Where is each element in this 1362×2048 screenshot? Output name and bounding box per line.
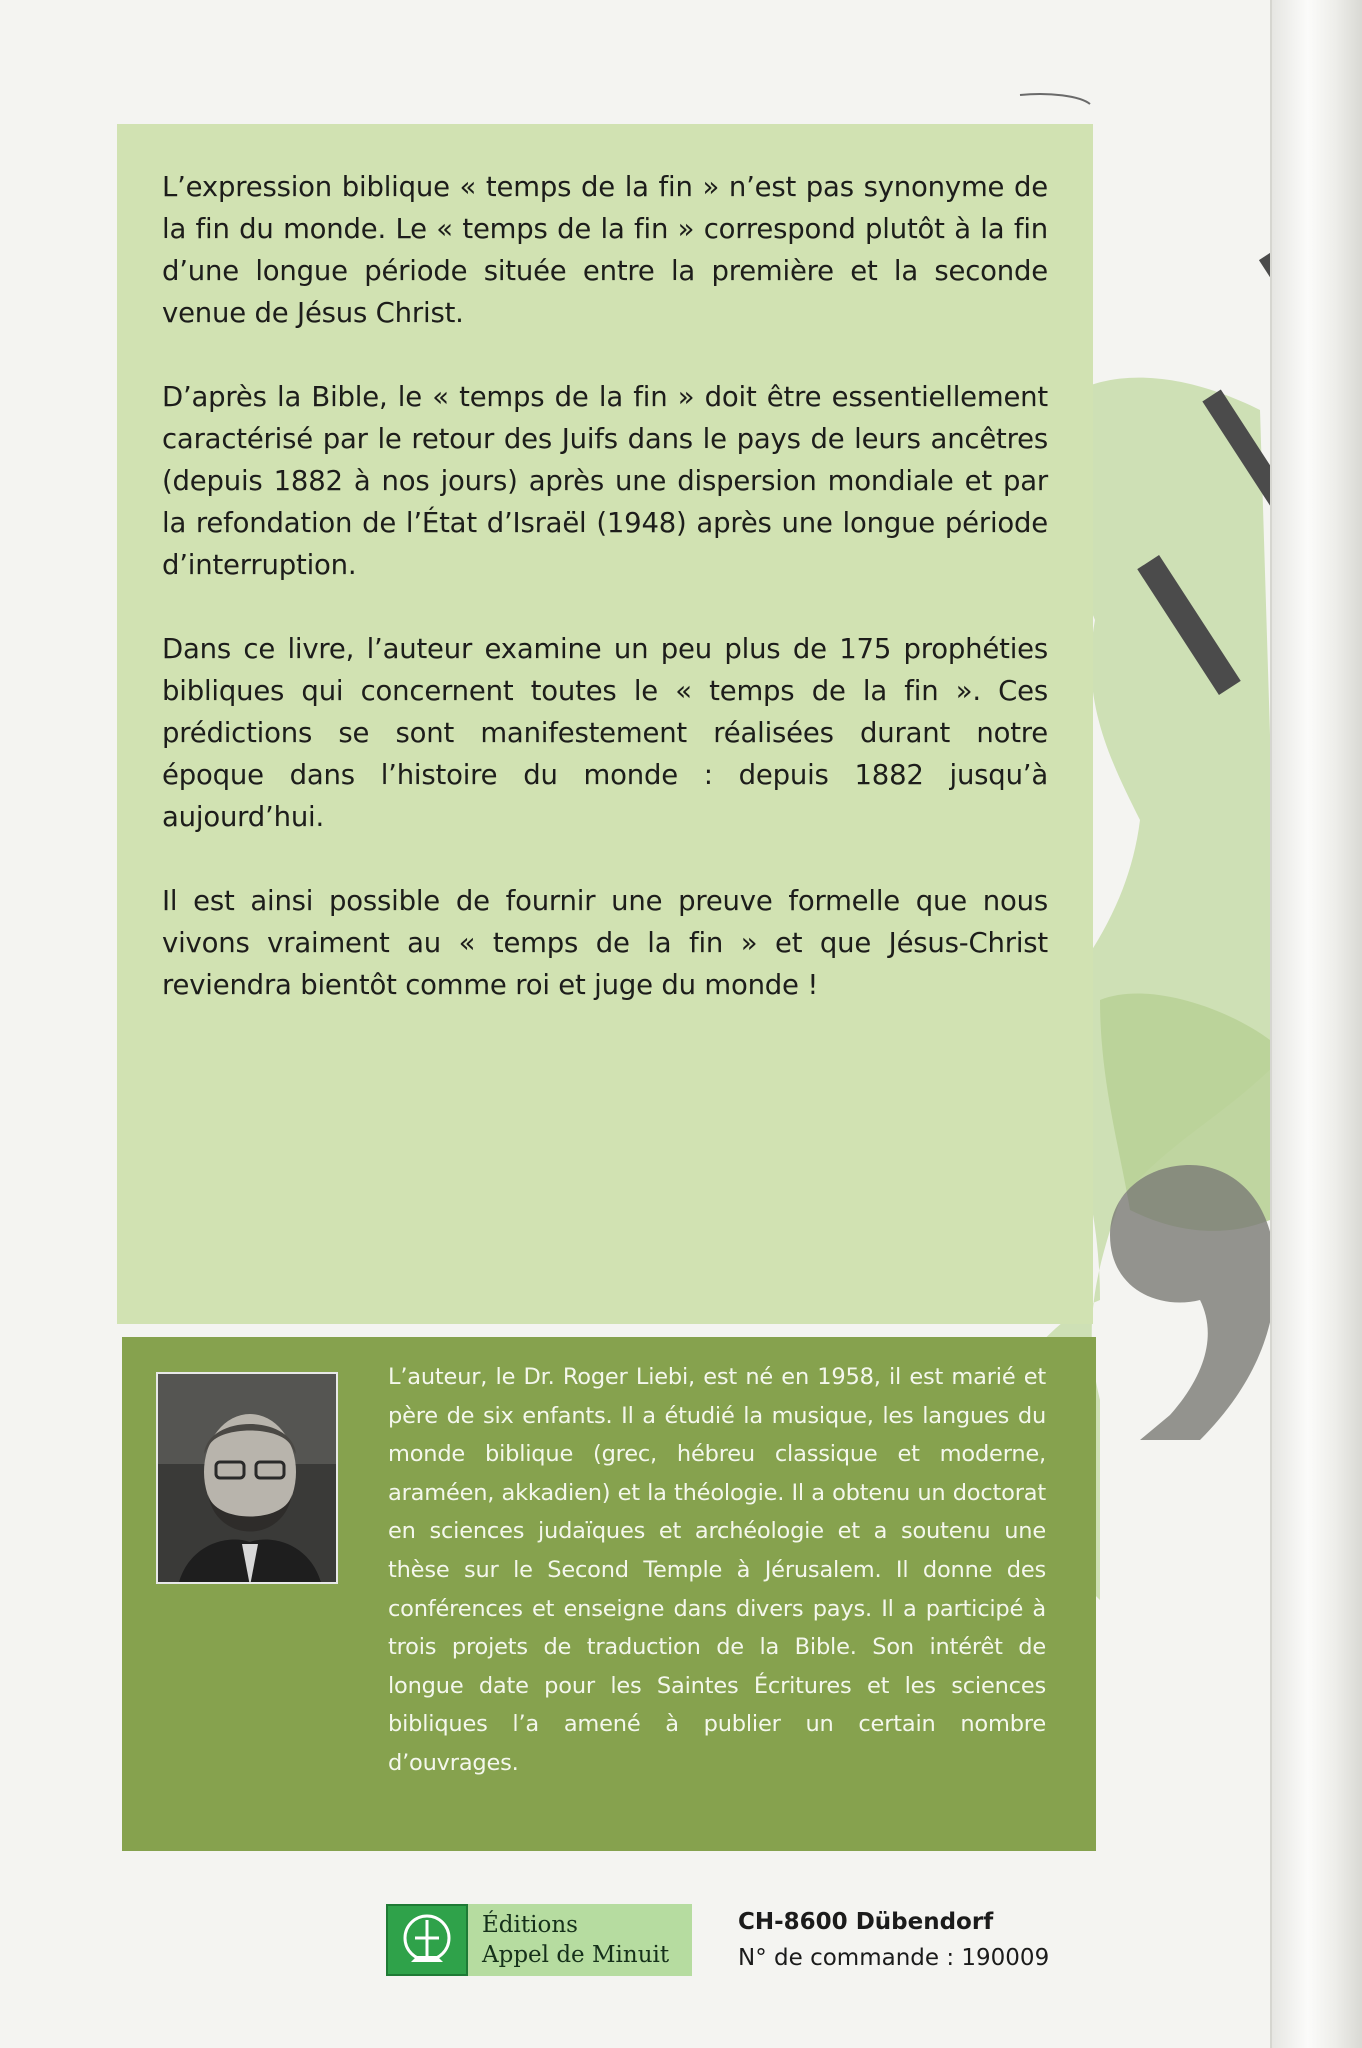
author-portrait-icon [158,1374,338,1584]
publisher-name-line: Appel de Minuit [482,1942,670,1968]
publisher-block [386,1904,692,1976]
description-paragraph: L’expression biblique « temps de la fin » n’est pas synonyme de la fin du monde. Le « temps de la fin » correspond plutôt à la fin d’une longue période située entre la première et la seconde venue de Jésus Christ. [162,171,1048,329]
address-block [738,1904,1078,1976]
publisher-city: CH-8600 Dübendorf [738,1909,994,1935]
order-number: N° de commande : 190009 [738,1945,1050,1971]
description-paragraph: Dans ce livre, l’auteur examine un peu plus de 175 prophéties bibliques qui concernent toutes le « temps de la fin ». Ces prédictions se sont manifestement réalisées durant notre époque dans l’histoire du monde : depuis 1882 jusqu’à aujourd’hui. [162,633,1048,833]
author-bio: L’auteur, le Dr. Roger Liebi, est né en 1958, il est marié et père de six enfants. Il a étudié la musique, les langues du monde biblique (grec, hébreu classique et moderne, araméen, akkadien) et la théologie. Il a obtenu un doctorat en sciences judaïques et archéologie et a soutenu une thèse sur le Second Temple à Jérusalem. Il donne des conférences et enseigne dans divers pays. Il a participé à trois projets de traduction de la Bible. Son intérêt de longue date pour les Saintes Écritures et les sciences bibliques l’a amené à publier un certain nombre d’ouvrages. [388,1364,1046,1776]
publisher-name [468,1904,692,1976]
description-paragraph: Il est ainsi possible de fournir une preuve formelle que nous vivons vraiment au « temps de la fin » et que Jésus-Christ reviendra bientôt comme roi et juge du monde ! [162,885,1048,1001]
publisher-logo [386,1904,468,1976]
publisher-logo-icon [397,1912,457,1968]
crack-line-shape [1020,94,1090,104]
description-paragraph: D’après la Bible, le « temps de la fin » doit être essentiellement caractérisé par le retour des Juifs dans le pays de leurs ancêtres (depuis 1882 à nos jours) après une dispersion mondiale et par la refondation de l’État d’Israël (1948) après une longue période d’interruption. [162,381,1048,581]
numeral-nine-shape [1110,1165,1276,1440]
author-photo [156,1372,338,1584]
description-text [162,166,1048,1048]
publisher-name-line: Éditions [482,1912,578,1938]
spine-edge [1270,0,1362,2048]
